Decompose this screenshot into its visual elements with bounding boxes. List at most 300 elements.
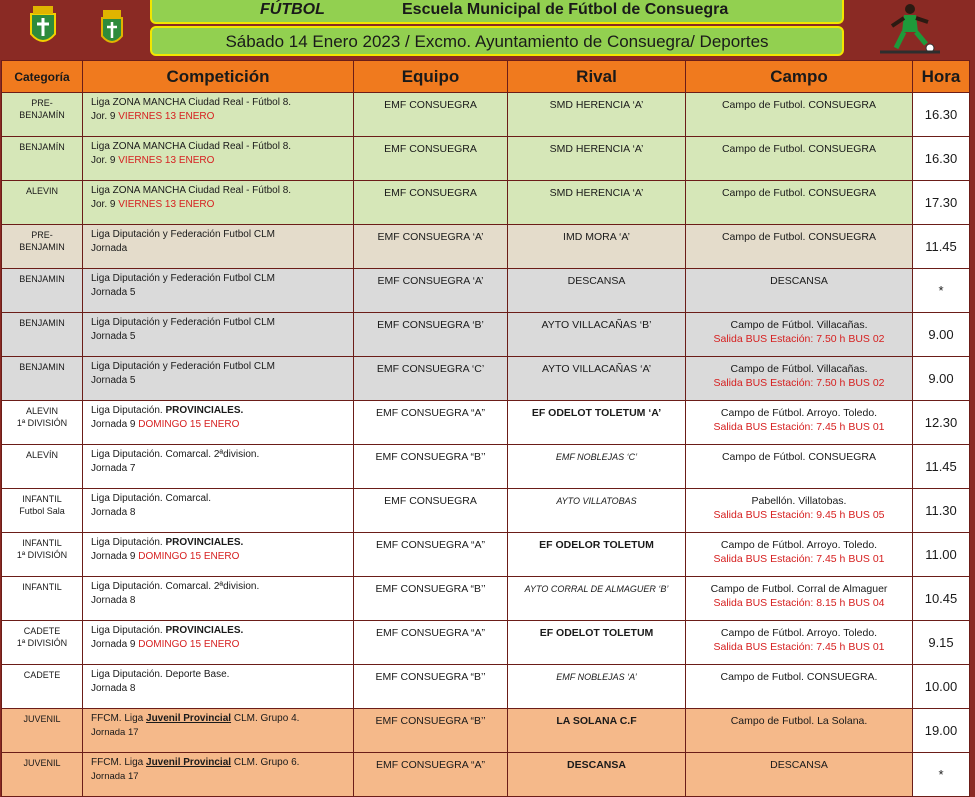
rival-name: SMD HERENCIA ‘A’ bbox=[549, 187, 644, 199]
category-text: BENJAMIN bbox=[19, 242, 65, 252]
cell-line bbox=[91, 506, 349, 520]
category-text: 1ª DIVISIÓN bbox=[16, 638, 68, 648]
cell-line bbox=[6, 141, 78, 153]
kickoff-time: 11.45 bbox=[925, 459, 957, 474]
consuegra-crest-icon bbox=[28, 4, 58, 48]
field-cell bbox=[686, 753, 913, 797]
schedule-table bbox=[1, 60, 970, 797]
field-name: Campo de Fútbol. Arroyo. Toledo. bbox=[720, 539, 878, 551]
competition-cell bbox=[83, 577, 354, 621]
cell-line bbox=[91, 682, 349, 696]
field-cell bbox=[686, 181, 913, 225]
team-name: EMF CONSUEGRA “A” bbox=[375, 759, 486, 771]
cell-line bbox=[690, 318, 908, 332]
bus-departure: Salida BUS Estación: 7.45 h BUS 01 bbox=[713, 553, 885, 565]
cell-line bbox=[91, 110, 349, 124]
hour-cell bbox=[913, 313, 970, 357]
competition-cell bbox=[83, 753, 354, 797]
rival-name: AYTO CORRAL DE ALMAGUER ‘B’ bbox=[524, 584, 669, 594]
field-cell bbox=[686, 621, 913, 665]
table-row bbox=[2, 181, 970, 225]
competition-cell bbox=[83, 621, 354, 665]
team-cell bbox=[354, 357, 508, 401]
team-name: EMF CONSUEGRA bbox=[384, 143, 477, 155]
cell-line bbox=[91, 770, 349, 784]
cell-line bbox=[91, 140, 349, 154]
field-name: Campo de Futbol. Corral de Almaguer bbox=[710, 583, 888, 595]
cell-line bbox=[690, 508, 908, 522]
cell-line bbox=[690, 230, 908, 244]
competition-text: Liga Diputación. Comarcal. 2ªdivision. bbox=[91, 581, 260, 592]
team-name: EMF CONSUEGRA “B’’ bbox=[375, 583, 486, 595]
rival-name: EF ODELOT TOLETUM ‘A’ bbox=[531, 407, 662, 419]
team-name: EMF CONSUEGRA “B’’ bbox=[375, 715, 486, 727]
kickoff-time: 11.30 bbox=[925, 503, 957, 518]
field-cell bbox=[686, 445, 913, 489]
field-cell bbox=[686, 401, 913, 445]
field-cell bbox=[686, 313, 913, 357]
team-name: EMF CONSUEGRA bbox=[384, 495, 477, 507]
cell-line bbox=[91, 536, 349, 550]
competition-text: Liga ZONA MANCHA Ciudad Real - Fútbol 8. bbox=[91, 141, 292, 152]
hour-cell bbox=[913, 577, 970, 621]
hour-cell bbox=[913, 753, 970, 797]
cell-line bbox=[690, 450, 908, 464]
header bbox=[0, 0, 975, 60]
team-name: EMF CONSUEGRA ‘A’ bbox=[377, 275, 484, 287]
round-text: Jornada 9 bbox=[91, 639, 139, 650]
category-text: INFANTIL bbox=[22, 538, 62, 548]
cell-line bbox=[6, 109, 78, 121]
cell-line bbox=[690, 376, 908, 390]
cell-line bbox=[690, 640, 908, 654]
cell-line bbox=[91, 184, 349, 198]
cell-line bbox=[6, 637, 78, 649]
cell-line bbox=[6, 185, 78, 197]
category-text: JUVENIL bbox=[23, 758, 61, 768]
cell-line bbox=[91, 492, 349, 506]
category-cell bbox=[2, 489, 83, 533]
rival-name: SMD HERENCIA ‘A’ bbox=[549, 143, 644, 155]
competition-cell bbox=[83, 137, 354, 181]
category-cell bbox=[2, 401, 83, 445]
cell-line bbox=[6, 417, 78, 429]
date-subtitle: Sábado 14 Enero 2023 / Excmo. Ayuntamiento de Consuegra/ Deportes bbox=[225, 32, 769, 51]
field-cell bbox=[686, 225, 913, 269]
team-name: EMF CONSUEGRA bbox=[384, 187, 477, 199]
cell-line bbox=[690, 420, 908, 434]
hour-cell bbox=[913, 533, 970, 577]
team-cell bbox=[354, 753, 508, 797]
competition-cell bbox=[83, 225, 354, 269]
competition-level: PROVINCIALES. bbox=[165, 537, 244, 548]
cell-line bbox=[91, 404, 349, 418]
category-cell bbox=[2, 225, 83, 269]
category-cell bbox=[2, 357, 83, 401]
cell-line bbox=[6, 449, 78, 461]
school-title: Escuela Municipal de Fútbol de Consuegra bbox=[402, 1, 729, 18]
hour-cell bbox=[913, 445, 970, 489]
kickoff-time: 11.00 bbox=[925, 547, 957, 562]
table-row bbox=[2, 753, 970, 797]
rival-name: EF ODELOT TOLETUM bbox=[539, 627, 654, 639]
cell-line bbox=[6, 505, 78, 517]
category-text: CADETE bbox=[23, 626, 61, 636]
kickoff-time: 17.30 bbox=[924, 195, 958, 210]
category-text: ALEVIN bbox=[25, 186, 58, 196]
category-text: BENJAMIN bbox=[19, 362, 65, 372]
rival-cell bbox=[508, 137, 686, 181]
rival-cell bbox=[508, 489, 686, 533]
match-day-note: DOMINGO 15 ENERO bbox=[138, 551, 240, 562]
field-name: Campo de Fútbol. CONSUEGRA bbox=[721, 451, 877, 463]
team-name: EMF CONSUEGRA ‘C’ bbox=[376, 363, 485, 375]
match-day-note: VIERNES 13 ENERO bbox=[118, 111, 215, 122]
category-text: INFANTIL bbox=[22, 494, 62, 504]
kickoff-time: 10.00 bbox=[924, 679, 958, 694]
category-cell bbox=[2, 753, 83, 797]
column-header: Equipo bbox=[354, 61, 508, 93]
round-text: Jornada 9 bbox=[91, 419, 139, 430]
round-text: Jornada 7 bbox=[91, 463, 136, 474]
kickoff-time: 9.00 bbox=[928, 327, 954, 342]
field-name: Campo de Fútbol. Arroyo. Toledo. bbox=[720, 407, 878, 419]
rival-cell bbox=[508, 621, 686, 665]
round-text: Jornada 8 bbox=[91, 595, 136, 606]
competition-cell bbox=[83, 489, 354, 533]
competition-league: Juvenil Provincial bbox=[146, 713, 232, 724]
cell-line bbox=[690, 98, 908, 112]
competition-group: CLM. Grupo 6. bbox=[231, 757, 300, 768]
cell-line bbox=[690, 582, 908, 596]
competition-cell bbox=[83, 313, 354, 357]
team-name: EMF CONSUEGRA “B’’ bbox=[375, 671, 486, 683]
rival-cell bbox=[508, 357, 686, 401]
field-name: Campo de Fútbol. Villacañas. bbox=[730, 363, 868, 375]
rival-name: LA SOLANA C.F bbox=[556, 715, 637, 727]
cell-line bbox=[690, 274, 908, 288]
competition-cell bbox=[83, 401, 354, 445]
kickoff-time: 19.00 bbox=[924, 723, 958, 738]
cell-line bbox=[690, 714, 908, 728]
table-row bbox=[2, 665, 970, 709]
competition-text: Liga Diputación y Federación Futbol CLM bbox=[91, 361, 275, 372]
round-text: Jornada 8 bbox=[91, 507, 136, 518]
competition-text: Liga Diputación. Deporte Base. bbox=[91, 669, 230, 680]
category-text: BENJAMÍN bbox=[19, 142, 65, 152]
kickoff-time: 12.30 bbox=[924, 415, 958, 430]
table-row bbox=[2, 489, 970, 533]
rival-cell bbox=[508, 181, 686, 225]
field-cell bbox=[686, 533, 913, 577]
round-text: Jor. 9 bbox=[91, 199, 119, 210]
round-text: Jornada 8 bbox=[91, 683, 136, 694]
cell-line bbox=[6, 713, 78, 725]
match-day-note: DOMINGO 15 ENERO bbox=[138, 419, 240, 430]
date-banner bbox=[150, 26, 844, 56]
category-text: CADETE bbox=[23, 670, 61, 680]
field-name: DESCANSA bbox=[770, 275, 828, 287]
field-cell bbox=[686, 269, 913, 313]
competition-cell bbox=[83, 445, 354, 489]
field-name: Campo de Futbol. CONSUEGRA. bbox=[720, 671, 878, 683]
field-cell bbox=[686, 665, 913, 709]
cell-line bbox=[690, 626, 908, 640]
team-cell bbox=[354, 665, 508, 709]
competition-text: FFCM. Liga bbox=[91, 757, 147, 768]
cell-line bbox=[6, 317, 78, 329]
bus-departure: Salida BUS Estación: 9.45 h BUS 05 bbox=[713, 509, 885, 521]
bus-departure: Salida BUS Estación: 7.50 h BUS 02 bbox=[713, 377, 885, 389]
cell-line bbox=[91, 316, 349, 330]
cell-line bbox=[91, 448, 349, 462]
cell-line bbox=[91, 580, 349, 594]
cell-line bbox=[6, 273, 78, 285]
bus-departure: Salida BUS Estación: 7.45 h BUS 01 bbox=[713, 421, 885, 433]
rival-cell bbox=[508, 225, 686, 269]
team-cell bbox=[354, 621, 508, 665]
competition-text: Liga Diputación y Federación Futbol CLM bbox=[91, 229, 275, 240]
category-text: JUVENIL bbox=[23, 714, 61, 724]
competition-cell bbox=[83, 93, 354, 137]
table-row bbox=[2, 577, 970, 621]
team-cell bbox=[354, 269, 508, 313]
cell-line bbox=[91, 330, 349, 344]
category-text: ALEVÍN bbox=[25, 450, 58, 460]
cell-line bbox=[91, 154, 349, 168]
rival-cell bbox=[508, 753, 686, 797]
competition-text: Liga Diputación. Comarcal. bbox=[91, 493, 212, 504]
hour-cell bbox=[913, 225, 970, 269]
field-name: Pabellón. Villatobas. bbox=[751, 495, 847, 507]
table-row bbox=[2, 401, 970, 445]
round-text: Jornada 9 bbox=[91, 551, 139, 562]
cell-line bbox=[91, 242, 349, 256]
round-text: Jornada 5 bbox=[91, 331, 136, 342]
round-text: Jornada 5 bbox=[91, 287, 136, 298]
cell-line bbox=[91, 272, 349, 286]
category-text: PRE- bbox=[31, 98, 53, 108]
round-text: Jornada bbox=[91, 243, 128, 254]
match-day-note: DOMINGO 15 ENERO bbox=[138, 639, 240, 650]
cell-line bbox=[91, 638, 349, 652]
cell-line bbox=[690, 494, 908, 508]
team-name: EMF CONSUEGRA “A” bbox=[375, 539, 486, 551]
competition-cell bbox=[83, 181, 354, 225]
cell-line bbox=[91, 96, 349, 110]
rival-cell bbox=[508, 269, 686, 313]
cell-line bbox=[6, 361, 78, 373]
category-text: 1ª DIVISIÓN bbox=[16, 550, 68, 560]
kickoff-time: 9.00 bbox=[928, 371, 954, 386]
cell-line bbox=[91, 286, 349, 300]
cell-line bbox=[6, 405, 78, 417]
category-text: BENJAMIN bbox=[19, 274, 65, 284]
cell-line bbox=[690, 406, 908, 420]
category-cell bbox=[2, 181, 83, 225]
competition-level: PROVINCIALES. bbox=[165, 625, 244, 636]
cell-line bbox=[6, 229, 78, 241]
cell-line bbox=[91, 726, 349, 740]
hour-cell bbox=[913, 401, 970, 445]
cell-line bbox=[91, 418, 349, 432]
cell-line bbox=[690, 596, 908, 610]
category-cell bbox=[2, 137, 83, 181]
rival-name: EF ODELOR TOLETUM bbox=[539, 539, 654, 551]
team-cell bbox=[354, 533, 508, 577]
bus-departure: Salida BUS Estación: 7.45 h BUS 01 bbox=[713, 641, 885, 653]
kickoff-time: * bbox=[938, 283, 944, 298]
cell-line bbox=[6, 241, 78, 253]
team-cell bbox=[354, 577, 508, 621]
rival-name: IMD MORA ‘A’ bbox=[563, 231, 630, 243]
rival-cell bbox=[508, 533, 686, 577]
competition-cell bbox=[83, 665, 354, 709]
field-name: Campo de Futbol. CONSUEGRA bbox=[721, 231, 877, 243]
table-row bbox=[2, 313, 970, 357]
competition-text: Liga Diputación. bbox=[91, 405, 166, 416]
team-name: EMF CONSUEGRA “A” bbox=[375, 627, 486, 639]
cell-line bbox=[91, 712, 349, 726]
competition-cell bbox=[83, 269, 354, 313]
category-cell bbox=[2, 445, 83, 489]
table-row bbox=[2, 225, 970, 269]
category-text: Futbol Sala bbox=[19, 506, 65, 516]
rival-cell bbox=[508, 93, 686, 137]
hour-cell bbox=[913, 665, 970, 709]
rival-name: DESCANSA bbox=[567, 275, 626, 287]
competition-text: Liga ZONA MANCHA Ciudad Real - Fútbol 8. bbox=[91, 185, 292, 196]
competition-cell bbox=[83, 357, 354, 401]
competition-text: Liga Diputación. bbox=[91, 625, 166, 636]
competition-cell bbox=[83, 533, 354, 577]
competition-text: Liga Diputación y Federación Futbol CLM bbox=[91, 317, 275, 328]
cell-line bbox=[6, 549, 78, 561]
competition-league: Juvenil Provincial bbox=[146, 757, 232, 768]
field-name: Campo de Futbol. CONSUEGRA bbox=[721, 187, 877, 199]
rival-cell bbox=[508, 665, 686, 709]
category-text: 1ª DIVISIÓN bbox=[16, 418, 68, 428]
table-header-row bbox=[2, 61, 970, 93]
column-header: Competición bbox=[83, 61, 354, 93]
municipal-shield-icon bbox=[100, 8, 124, 48]
cell-line bbox=[690, 186, 908, 200]
competition-text: Liga Diputación y Federación Futbol CLM bbox=[91, 273, 275, 284]
team-cell bbox=[354, 445, 508, 489]
category-cell bbox=[2, 93, 83, 137]
table-row bbox=[2, 269, 970, 313]
cell-line bbox=[690, 142, 908, 156]
title-banner bbox=[150, 0, 844, 24]
bus-departure: Salida BUS Estación: 7.50 h BUS 02 bbox=[713, 333, 885, 345]
cell-line bbox=[690, 670, 908, 684]
table-row bbox=[2, 357, 970, 401]
kickoff-time: 11.45 bbox=[925, 239, 957, 254]
column-header: Categoría bbox=[2, 61, 83, 93]
field-cell bbox=[686, 137, 913, 181]
table-row bbox=[2, 621, 970, 665]
field-name: Campo de Futbol. CONSUEGRA bbox=[721, 99, 877, 111]
category-text: PRE- bbox=[31, 230, 53, 240]
rival-name: EMF NOBLEJAS ‘C’ bbox=[555, 452, 638, 462]
hour-cell bbox=[913, 621, 970, 665]
hour-cell bbox=[913, 357, 970, 401]
kickoff-time: 10.45 bbox=[924, 591, 958, 606]
cell-line bbox=[690, 332, 908, 346]
competition-text: Liga Diputación. Comarcal. 2ªdivision. bbox=[91, 449, 260, 460]
hour-cell bbox=[913, 269, 970, 313]
hour-cell bbox=[913, 93, 970, 137]
rival-cell bbox=[508, 445, 686, 489]
team-name: EMF CONSUEGRA “A” bbox=[375, 407, 486, 419]
table-row bbox=[2, 93, 970, 137]
category-cell bbox=[2, 313, 83, 357]
round-text: Jornada 17 bbox=[91, 771, 139, 782]
field-name: Campo de Futbol. CONSUEGRA bbox=[721, 143, 877, 155]
category-text: BENJAMÍN bbox=[19, 110, 65, 120]
cell-line bbox=[91, 360, 349, 374]
cell-line bbox=[6, 757, 78, 769]
cell-line bbox=[91, 228, 349, 242]
team-name: EMF CONSUEGRA ‘A’ bbox=[377, 231, 484, 243]
sport-label: FÚTBOL bbox=[260, 1, 325, 18]
team-cell bbox=[354, 401, 508, 445]
kickoff-time: 9.15 bbox=[928, 635, 954, 650]
hour-cell bbox=[913, 181, 970, 225]
cell-line bbox=[6, 97, 78, 109]
cell-line bbox=[91, 624, 349, 638]
round-text: Jor. 9 bbox=[91, 155, 119, 166]
competition-group: CLM. Grupo 4. bbox=[231, 713, 300, 724]
rival-cell bbox=[508, 313, 686, 357]
cell-line bbox=[6, 625, 78, 637]
team-cell bbox=[354, 181, 508, 225]
cell-line bbox=[91, 550, 349, 564]
column-header: Rival bbox=[508, 61, 686, 93]
cell-line bbox=[690, 362, 908, 376]
cell-line bbox=[6, 581, 78, 593]
match-day-note: VIERNES 13 ENERO bbox=[118, 199, 215, 210]
category-cell bbox=[2, 577, 83, 621]
team-cell bbox=[354, 313, 508, 357]
field-cell bbox=[686, 93, 913, 137]
category-text: BENJAMIN bbox=[19, 318, 65, 328]
kickoff-time: 16.30 bbox=[924, 151, 958, 166]
team-cell bbox=[354, 225, 508, 269]
competition-level: PROVINCIALES. bbox=[165, 405, 244, 416]
hour-cell bbox=[913, 489, 970, 533]
football-player-icon bbox=[880, 2, 940, 54]
rival-name: AYTO VILLACAÑAS ‘A’ bbox=[541, 363, 652, 375]
team-cell bbox=[354, 93, 508, 137]
category-cell bbox=[2, 665, 83, 709]
rival-name: AYTO VILLACAÑAS ‘B’ bbox=[541, 319, 652, 331]
round-text: Jor. 9 bbox=[91, 111, 119, 122]
column-header: Campo bbox=[686, 61, 913, 93]
team-cell bbox=[354, 489, 508, 533]
bus-departure: Salida BUS Estación: 8.15 h BUS 04 bbox=[713, 597, 885, 609]
cell-line bbox=[91, 668, 349, 682]
table-row bbox=[2, 533, 970, 577]
category-text: ALEVIN bbox=[25, 406, 58, 416]
field-name: DESCANSA bbox=[770, 759, 828, 771]
field-cell bbox=[686, 357, 913, 401]
cell-line bbox=[91, 462, 349, 476]
cell-line bbox=[6, 493, 78, 505]
competition-text: Liga ZONA MANCHA Ciudad Real - Fútbol 8. bbox=[91, 97, 292, 108]
field-cell bbox=[686, 489, 913, 533]
cell-line bbox=[91, 198, 349, 212]
